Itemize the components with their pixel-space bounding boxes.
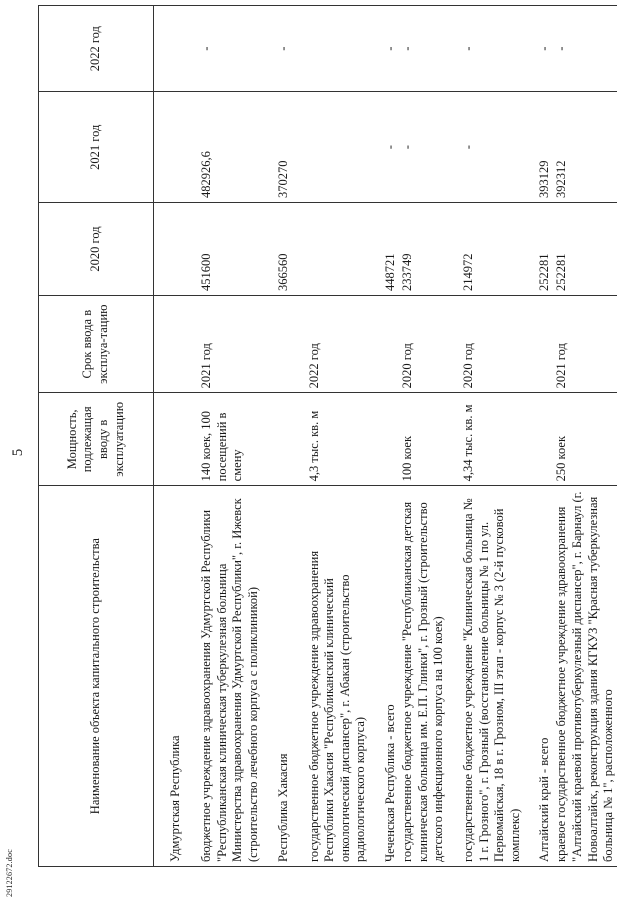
cell-2021: 392312 [554,92,617,203]
cell-object-name: Алтайский край - всего [537,486,554,867]
cell-2021 [307,92,370,203]
cell-object-name: Республика Хакасия [276,486,293,867]
cell-commissioning [276,295,293,392]
cell-commissioning [168,295,185,392]
table-row-object [461,6,524,867]
cell-commissioning: 2022 год [307,295,370,392]
cell-2020: 252281 [554,203,617,296]
cell-capacity: 4,3 тыс. кв. м [307,393,370,486]
capital-construction-table [38,5,617,867]
cell-2021: - [461,92,524,203]
cell-commissioning: 2021 год [554,295,617,392]
cell-2022 [307,6,370,92]
cell-2022: - [383,6,400,92]
cell-2021 [168,92,185,203]
header-2021: 2021 год [39,92,154,203]
header-2020: 2020 год [39,203,154,296]
cell-capacity [168,393,185,486]
table-gap-row [447,6,461,867]
cell-2022: - [461,6,524,92]
cell-commissioning: 2020 год [400,295,447,392]
cell-2020: 233749 [400,203,447,296]
table-row-region [168,6,185,867]
cell-capacity [383,393,400,486]
cell-2021: 482926,6 [199,92,262,203]
header-capacity: Мощность, подлежащая вводу в эксплуатацию [39,393,154,486]
cell-commissioning: 2021 год [199,295,262,392]
table-gap-row [523,6,537,867]
table-gap-row [185,6,199,867]
table-row-object [400,6,447,867]
cell-2020 [307,203,370,296]
cell-capacity [276,393,293,486]
cell-object-name: государственное бюджетное учреждение "Клиническая больница № 1 г. Грозного", г. Грозный (восстановление больницы № 1 по ул. Первомайская, 18 в г. Грозном, III этап - корпус № 3 (2-й пусковой комплекс) [461,486,524,867]
cell-2020: 451600 [199,203,262,296]
header-object-name: Наименование объекта капитального строительства [39,486,154,867]
cell-2020: 366560 [276,203,293,296]
document-code: 29122672.doc [5,849,14,897]
table-gap-row [293,6,307,867]
cell-object-name: Удмуртская Республика [168,486,185,867]
cell-commissioning: 2020 год [461,295,524,392]
cell-2022: - [199,6,262,92]
cell-2022: - [400,6,447,92]
table-gap-row [369,6,383,867]
page-number: 5 [10,448,26,457]
cell-2021: 393129 [537,92,554,203]
cell-2020 [168,203,185,296]
cell-2021: - [383,92,400,203]
cell-capacity [537,393,554,486]
cell-2022: - [537,6,554,92]
cell-capacity: 100 коек [400,393,447,486]
table-row-object [199,6,262,867]
table-spacer-row [154,6,169,867]
cell-object-name: Чеченская Республика - всего [383,486,400,867]
cell-2021: - [400,92,447,203]
table-row-object [307,6,370,867]
cell-commissioning [537,295,554,392]
table-gap-row [262,6,276,867]
cell-object-name: государственное бюджетное учреждение "Республиканская детская клиническая больница им. Е.П. Глинки", г. Грозный (строительство детского инфекционного корпуса на 100 коек) [400,486,447,867]
cell-2022: - [554,6,617,92]
cell-2021: 370270 [276,92,293,203]
header-2022: 2022 год [39,6,154,92]
cell-capacity: 250 коек [554,393,617,486]
cell-object-name: государственное бюджетное учреждение здравоохранения Республики Хакасия "Республиканский клинический онкологический диспансер", г. Абакан (строительство радиологического корпуса) [307,486,370,867]
table-row-region [383,6,400,867]
cell-capacity: 140 коек, 100 посещений в смену [199,393,262,486]
cell-object-name: краевое государственное бюджетное учреждение здравоохранения "Алтайский краевой противотуберкулезный диспансер", г. Барнаул (г. Новоалтайск, реконструкция здания КГКУЗ "Красная туберкулезная больница № 1", расположенного [554,486,617,867]
table-row-region [276,6,293,867]
table-header-row [39,6,154,867]
cell-2022 [168,6,185,92]
cell-2020: 214972 [461,203,524,296]
cell-commissioning [383,295,400,392]
cell-object-name: бюджетное учреждение здравоохранения Удмуртской Республики "Республиканская клиническая туберкулезная больница Министерства здравоохранения Удмуртской Республики", г. Ижевск (строительство лечебного корпуса с поликлиникой) [199,486,262,867]
cell-2022: - [276,6,293,92]
cell-capacity: 4,34 тыс. кв. м [461,393,524,486]
cell-2020: 448721 [383,203,400,296]
table-row-object [554,6,617,867]
header-commissioning: Срок ввода в эксплуа-тацию [39,295,154,392]
cell-2020: 252281 [537,203,554,296]
table-row-region [537,6,554,867]
